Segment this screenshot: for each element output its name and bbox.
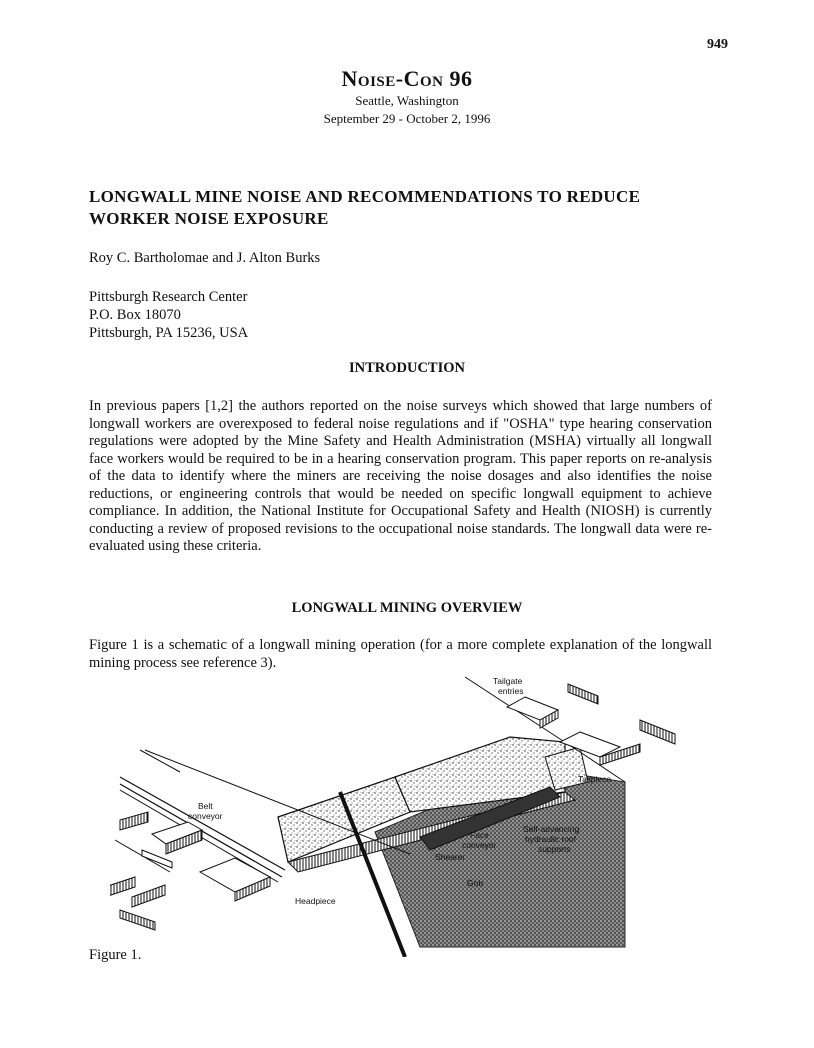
conference-header: [0, 66, 814, 128]
face-conveyor-label: conveyor: [462, 840, 497, 850]
conference-name: Noise-Con 96: [341, 66, 473, 91]
figure-caption: Figure 1.: [89, 947, 142, 963]
affiliation-line-1: Pittsburgh Research Center: [89, 289, 248, 305]
paper-authors: Roy C. Bartholomae and J. Alton Burks: [89, 250, 321, 266]
belt-conveyor-label: conveyor: [188, 811, 223, 821]
shearer-label: Shearer: [435, 852, 466, 862]
supports-label-2: hydraulic roof: [525, 834, 577, 844]
affiliation-line-3: Pittsburgh, PA 15236, USA: [89, 325, 249, 341]
longwall-schematic-drawing: [110, 672, 710, 957]
supports-label-3: supports: [538, 844, 571, 854]
face-label: Face: [470, 830, 489, 840]
page-number: 949: [707, 37, 728, 52]
tailgate-label: Tailgate: [493, 676, 523, 686]
belt-label: Belt: [198, 801, 213, 811]
supports-label-1: Self-advancing: [523, 824, 580, 834]
introduction-heading: INTRODUCTION: [348, 360, 465, 376]
entries-label: entries: [498, 686, 524, 696]
longwall-schematic-figure: [110, 672, 710, 957]
affiliation-line-2: P.O. Box 18070: [89, 307, 181, 323]
conference-location: Seattle, Washington: [355, 93, 459, 108]
tailpiece-label: Tailpiece: [578, 774, 612, 784]
overview-heading: LONGWALL MINING OVERVIEW: [291, 600, 523, 616]
conference-dates: September 29 - October 2, 1996: [323, 111, 491, 126]
affiliation: [89, 288, 248, 342]
paper-title: LONGWALL MINE NOISE AND RECOMMENDATIONS TO REDUCE WORKER NOISE EXPOSURE: [89, 187, 641, 228]
headpiece-label: Headpiece: [295, 896, 336, 906]
gob-label: Gob: [467, 878, 484, 888]
overview-paragraph: Figure 1 is a schematic of a longwall mining operation (for a more complete explanation of the longwall mining process see reference 3).: [89, 637, 712, 671]
introduction-paragraph: In previous papers [1,2] the authors reported on the noise surveys which showed that large numbers of longwall workers are overexposed to federal noise regulations and if "OSHA" type hearing conservation regulations were adopted by the Mine Safety and Health Administration (MSHA) virtually all longwall face workers would be required to be in a hearing conservation program. This paper reports on re-analysis of the data to identify where the miners are receiving the noise dosages and also identifies the noise reductions, or engineering controls that would be needed on specific longwall equipment to achieve compliance. In addition, the National Institute for Occupational Safety and Health (NIOSH) is currently conducting a review of proposed revisions to the occupational noise standards. The longwall data were re-evaluated using these criteria.: [89, 398, 712, 554]
